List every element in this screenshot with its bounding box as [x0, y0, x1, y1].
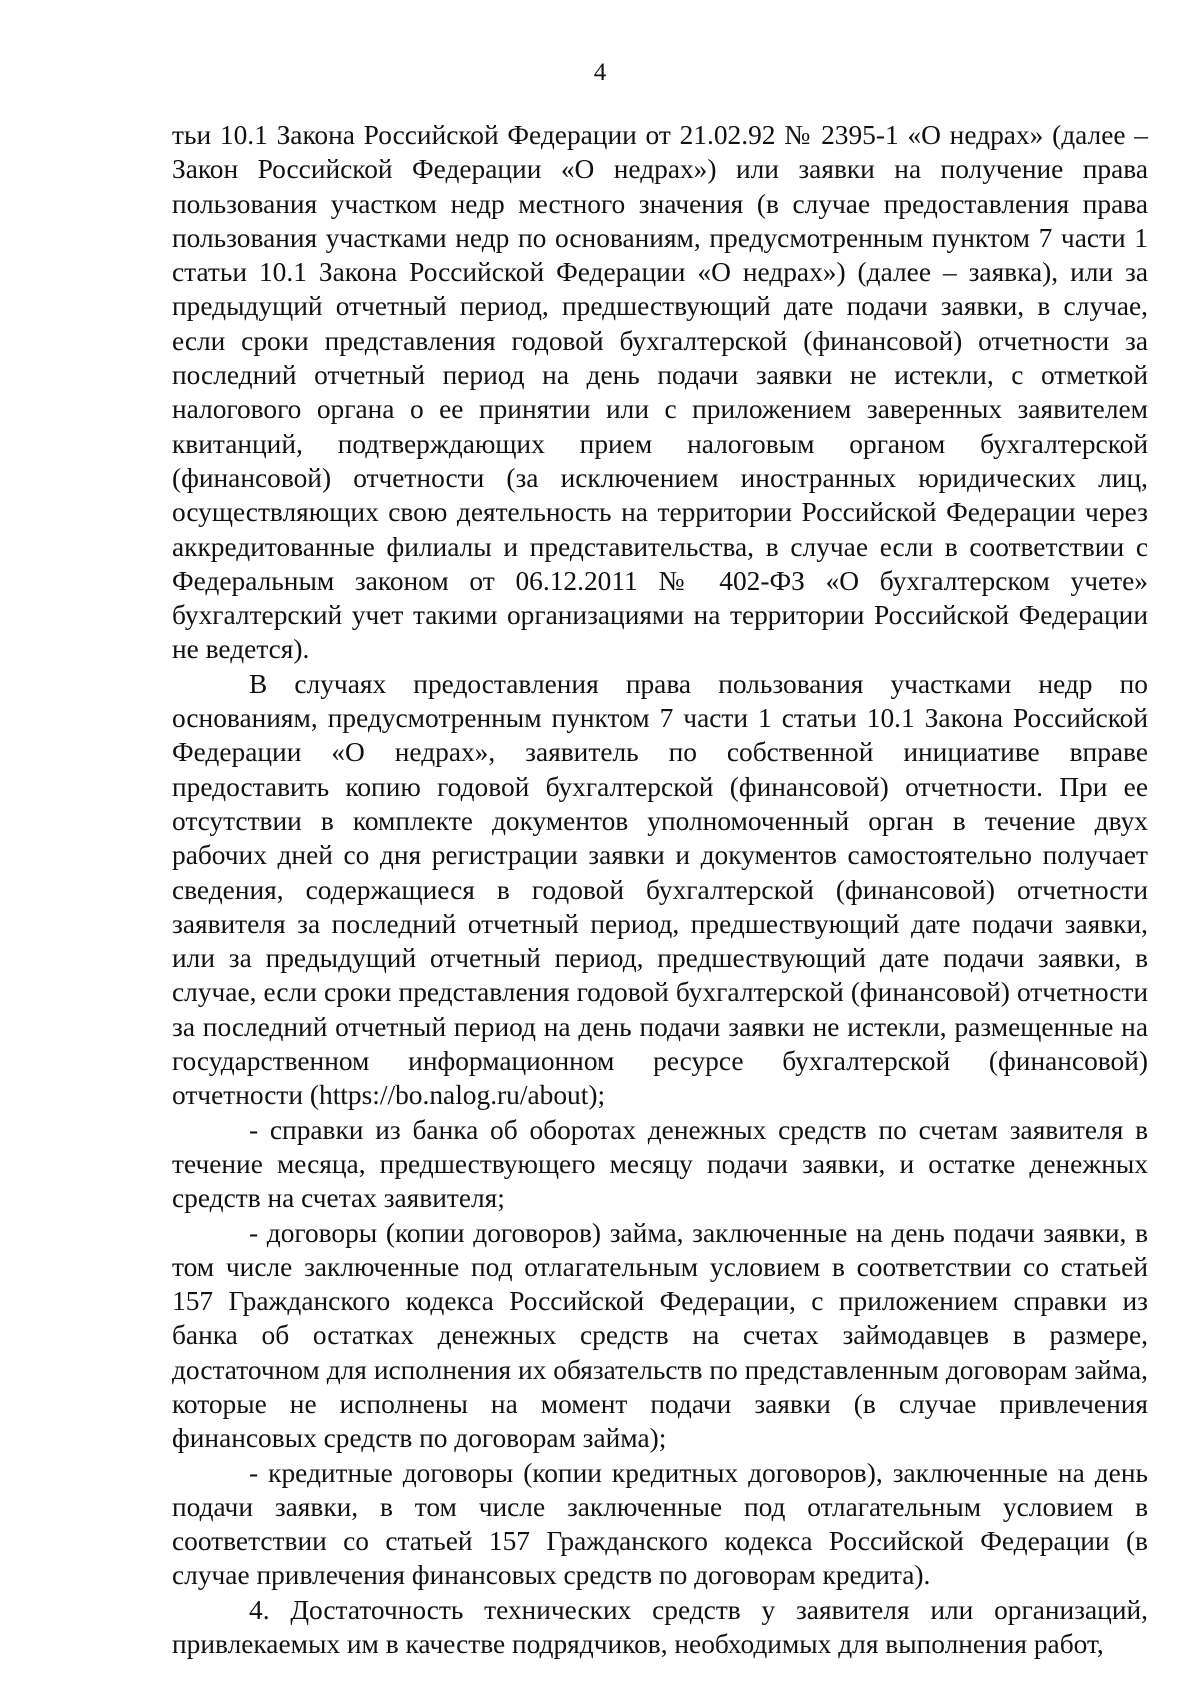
document-body [172, 118, 1148, 1661]
list-item-credit-agreements: - кредитные договоры (копии кредитных договоров), заключенные на день подачи заявки, в том числе заключенные под отлагательным условием в соответствии со статьей 157 Гражданского кодекса Российской Федерации (в случае привлечения финансовых средств по договорам кредита). [172, 1457, 1148, 1591]
list-item-bank-statements: - справки из банка об оборотах денежных средств по счетам заявителя в течение месяца, предшествующего месяцу подачи заявки, и остатке денежных средств на счетах заявителя; [172, 1114, 1148, 1214]
paragraph-continuation: тьи 10.1 Закона Российской Федерации от 21.02.92 № 2395-1 «О недрах» (далее – Закон Российской Федерации «О недрах») или заявки на получение права пользования участком недр местного значения (в случае предоставления права пользования участками недр по основаниям, предусмотренным пунктом 7 части 1 статьи 10.1 Закона Российской Федерации «О недрах») (далее – заявка), или за предыдущий отчетный период, предшествующий дате подачи заявки, в случае, если сроки представления годовой бухгалтерской (финансовой) отчетности за последний отчетный период на день подачи заявки не истекли, с отметкой налогового органа о ее принятии или с приложением заверенных заявителем квитанций, подтверждающих прием налоговым органом бухгалтерской (финансовой) отчетности (за исключением иностранных юридических лиц, осуществляющих свою деятельность на территории Российской Федерации через аккредитованные филиалы и представительства, в случае если в соответствии с Федеральным законом от 06.12.2011 № 402-ФЗ «О бухгалтерском учете» бухгалтерский учет такими организациями на территории Российской Федерации не ведется). [172, 120, 1148, 665]
list-item-loan-agreements: - договоры (копии договоров) займа, заключенные на день подачи заявки, в том числе заключенные под отлагательным условием в соответствии со статьей 157 Гражданского кодекса Российской Федерации, с приложением справки из банка об остатках денежных средств на счетах займодавцев в размере, достаточном для исполнения их обязательств по представленным договорам займа, которые не исполнены на момент подачи заявки (в случае привлечения финансовых средств по договорам займа); [172, 1217, 1148, 1454]
paragraph-optional-reporting: В случаях предоставления права пользования участками недр по основаниям, предусмотренным пунктом 7 части 1 статьи 10.1 Закона Российской Федерации «О недрах», заявитель по собственной инициативе вправе предоставить копию годовой бухгалтерской (финансовой) отчетности. При ее отсутствии в комплекте документов уполномоченный орган в течение двух рабочих дней со дня регистрации заявки и документов самостоятельно получает сведения, содержащиеся в годовой бухгалтерской (финансовой) отчетности заявителя за последний отчетный период, предшествующий дате подачи заявки, или за предыдущий отчетный период, предшествующий дате подачи заявки, в случае, если сроки представления годовой бухгалтерской (финансовой) отчетности за последний отчетный период на день подачи заявки не истекли, размещенные на государственном информационном ресурсе бухгалтерской (финансовой) отчетности (https://bo.nalog.ru/about); [172, 668, 1148, 1111]
paragraph-technical-means: 4. Достаточность технических средств у заявителя или организаций, привлекаемых им в качестве подрядчиков, необходимых для выполнения работ, [172, 1594, 1148, 1660]
page-number: 4 [593, 59, 607, 86]
